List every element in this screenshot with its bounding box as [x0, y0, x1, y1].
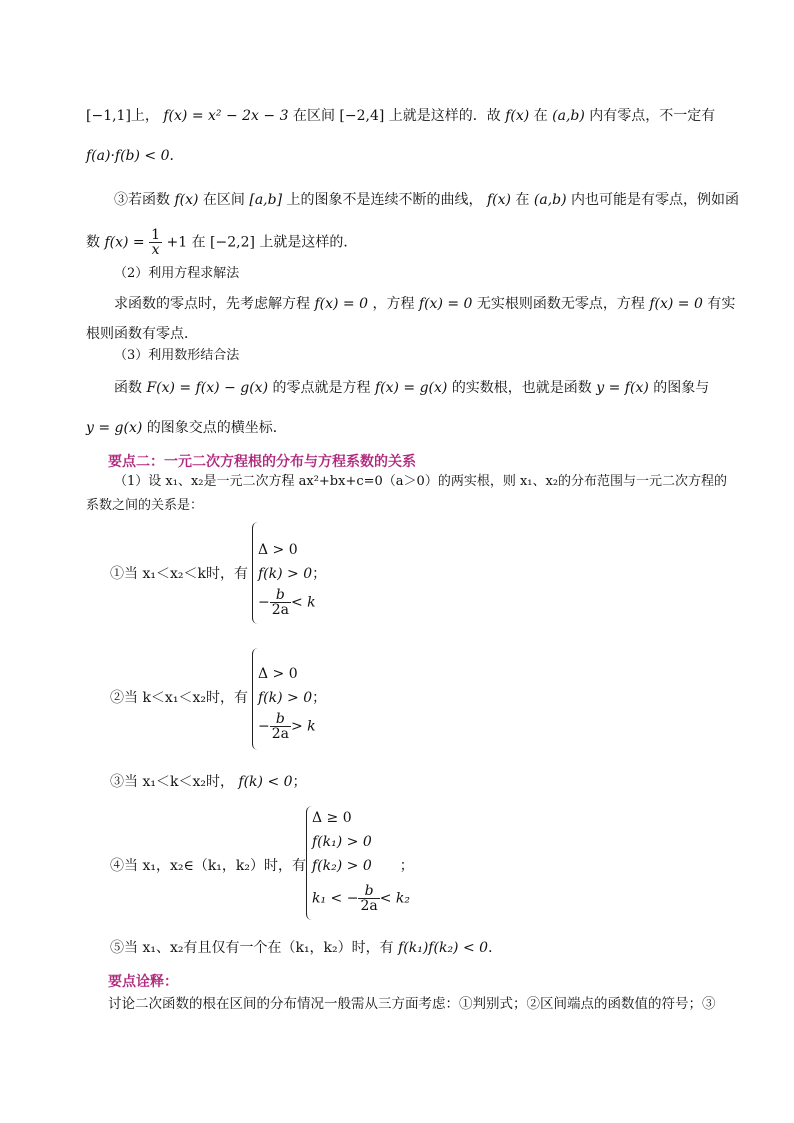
text: 函数 — [114, 380, 142, 396]
fraction: $\frac{1}{x}$ — [151, 227, 161, 258]
case2-row3: − $\frac{b}{2a}$ > k — [258, 711, 316, 742]
para5-line1: （1）设 x₁、x₂是一元二次方程 ax²+bx+c=0（a＞0）的两实根，则 x₁、x₂的分布范围与一元二次方程的 — [114, 474, 728, 489]
case4-row3: f(k₂) > 0 ； — [312, 858, 414, 874]
math-expression: f(k) < 0 — [238, 774, 293, 790]
text: 内有零点，不一定有 — [589, 108, 716, 124]
math-expression: f(x) = 0 — [418, 296, 473, 312]
text: ⑤当 x₁、x₂有且仅有一个在（k₁，k₂）时，有 — [110, 940, 394, 956]
interval-text: [−1,1]上， — [86, 108, 159, 124]
para5-line2: 系数之间的关系是： — [86, 498, 204, 513]
math-expression: [−2,2] — [210, 234, 255, 251]
case1-label: ①当 x₁＜x₂＜k时，有 — [110, 566, 248, 582]
text: 在 — [191, 234, 206, 251]
para2-line2 — [86, 228, 357, 257]
text: 内也可能是有零点，例如函 — [571, 192, 740, 208]
text: 在区间 — [202, 192, 245, 208]
case2-label: ②当 k＜x₁＜x₂时，有 — [110, 690, 248, 706]
math-expression: f(x) = g(x) — [374, 380, 448, 396]
text: 数 — [86, 234, 100, 251]
text: ③若函数 — [114, 192, 170, 208]
math-expression: f(k₁)f(k₂) < 0 — [398, 940, 489, 956]
text: 上就是这样的． — [259, 234, 358, 251]
text: 的零点就是方程 — [272, 380, 371, 396]
text: 上的图象不是连续不断的曲线， — [286, 192, 483, 208]
case2-row2: f(k) > 0； — [258, 690, 327, 706]
section-heading: 要点二：一元二次方程根的分布与方程系数的关系 — [108, 454, 416, 470]
subheading-2: （2）利用方程求解法 — [114, 266, 240, 281]
case4-row4: k₁ < − $\frac{b}{2a}$ < k₂ — [312, 883, 411, 914]
text: 无实根则函数无零点，方程 — [476, 296, 645, 312]
text: 的实数根，也就是函数 — [451, 380, 592, 396]
text: 有实 — [707, 296, 736, 312]
text: ． — [169, 148, 184, 164]
para1-line1 — [86, 106, 715, 126]
para3-line2: 根则函数有零点． — [86, 326, 198, 342]
case4-row2: f(k₁) > 0 — [312, 834, 372, 850]
text: ； — [292, 774, 307, 790]
para3-line1 — [114, 294, 735, 314]
math-expression: +1 — [166, 234, 188, 251]
case2-row1: Δ > 0 — [258, 666, 298, 682]
text: 的图象交点的横坐标． — [146, 420, 287, 436]
math-expression: F(x) = f(x) − g(x) — [146, 380, 269, 396]
text: 求函数的零点时，先考虑解方程 — [114, 296, 310, 312]
case1-row2: f(k) > 0； — [258, 566, 327, 582]
text: ． — [488, 940, 503, 956]
text: 的图象与 — [653, 380, 710, 396]
math-expression: y = f(x) — [596, 380, 649, 396]
text: 在区间 — [292, 108, 335, 124]
math-expression: f(x) = 0 — [314, 296, 368, 312]
case4-label: ④当 x₁，x₂∈（k₁，k₂）时，有 — [110, 858, 307, 874]
math-expression: f(x) = x² − 2x − 3 — [163, 108, 289, 124]
math-expression: f(a)·f(b) < 0 — [86, 148, 170, 164]
math-expression: (a,b) — [533, 192, 567, 208]
para4-line2 — [86, 418, 287, 438]
para2-line1 — [114, 190, 739, 210]
case4-row1: Δ ≥ 0 — [312, 810, 352, 826]
math-expression: f(x) — [174, 192, 199, 208]
subheading-3: （3）利用数形结合法 — [114, 348, 240, 363]
math-expression: y = g(x) — [86, 420, 143, 436]
para6-line1: 讨论二次函数的根在区间的分布情况一般需从三方面考虑：①判别式；②区间端点的函数值的符号；③ — [108, 996, 716, 1012]
math-expression: f(x) — [486, 192, 511, 208]
text: ③当 x₁＜k＜x₂时， — [110, 774, 234, 790]
para4-line1 — [114, 378, 709, 398]
math-expression: (a,b) — [552, 108, 585, 124]
math-expression: [a,b] — [249, 192, 283, 208]
math-expression: f(x) — [505, 108, 530, 124]
case3 — [110, 772, 307, 792]
case5 — [110, 938, 502, 958]
text: 在 — [515, 192, 530, 208]
case1-row3: − $\frac{b}{2a}$ < k — [258, 587, 316, 618]
math-expression: [−2,4] — [339, 108, 385, 124]
math-expression: f(x) = — [104, 234, 145, 251]
case1-row1: Δ > 0 — [258, 542, 298, 558]
text: 上就是这样的．故 — [388, 108, 501, 124]
para1-line2 — [86, 146, 184, 166]
notes-heading: 要点诠释： — [108, 974, 178, 990]
text: 在 — [533, 108, 548, 124]
math-expression: f(x) = 0 — [649, 296, 703, 312]
text: ，方程 — [372, 296, 415, 312]
